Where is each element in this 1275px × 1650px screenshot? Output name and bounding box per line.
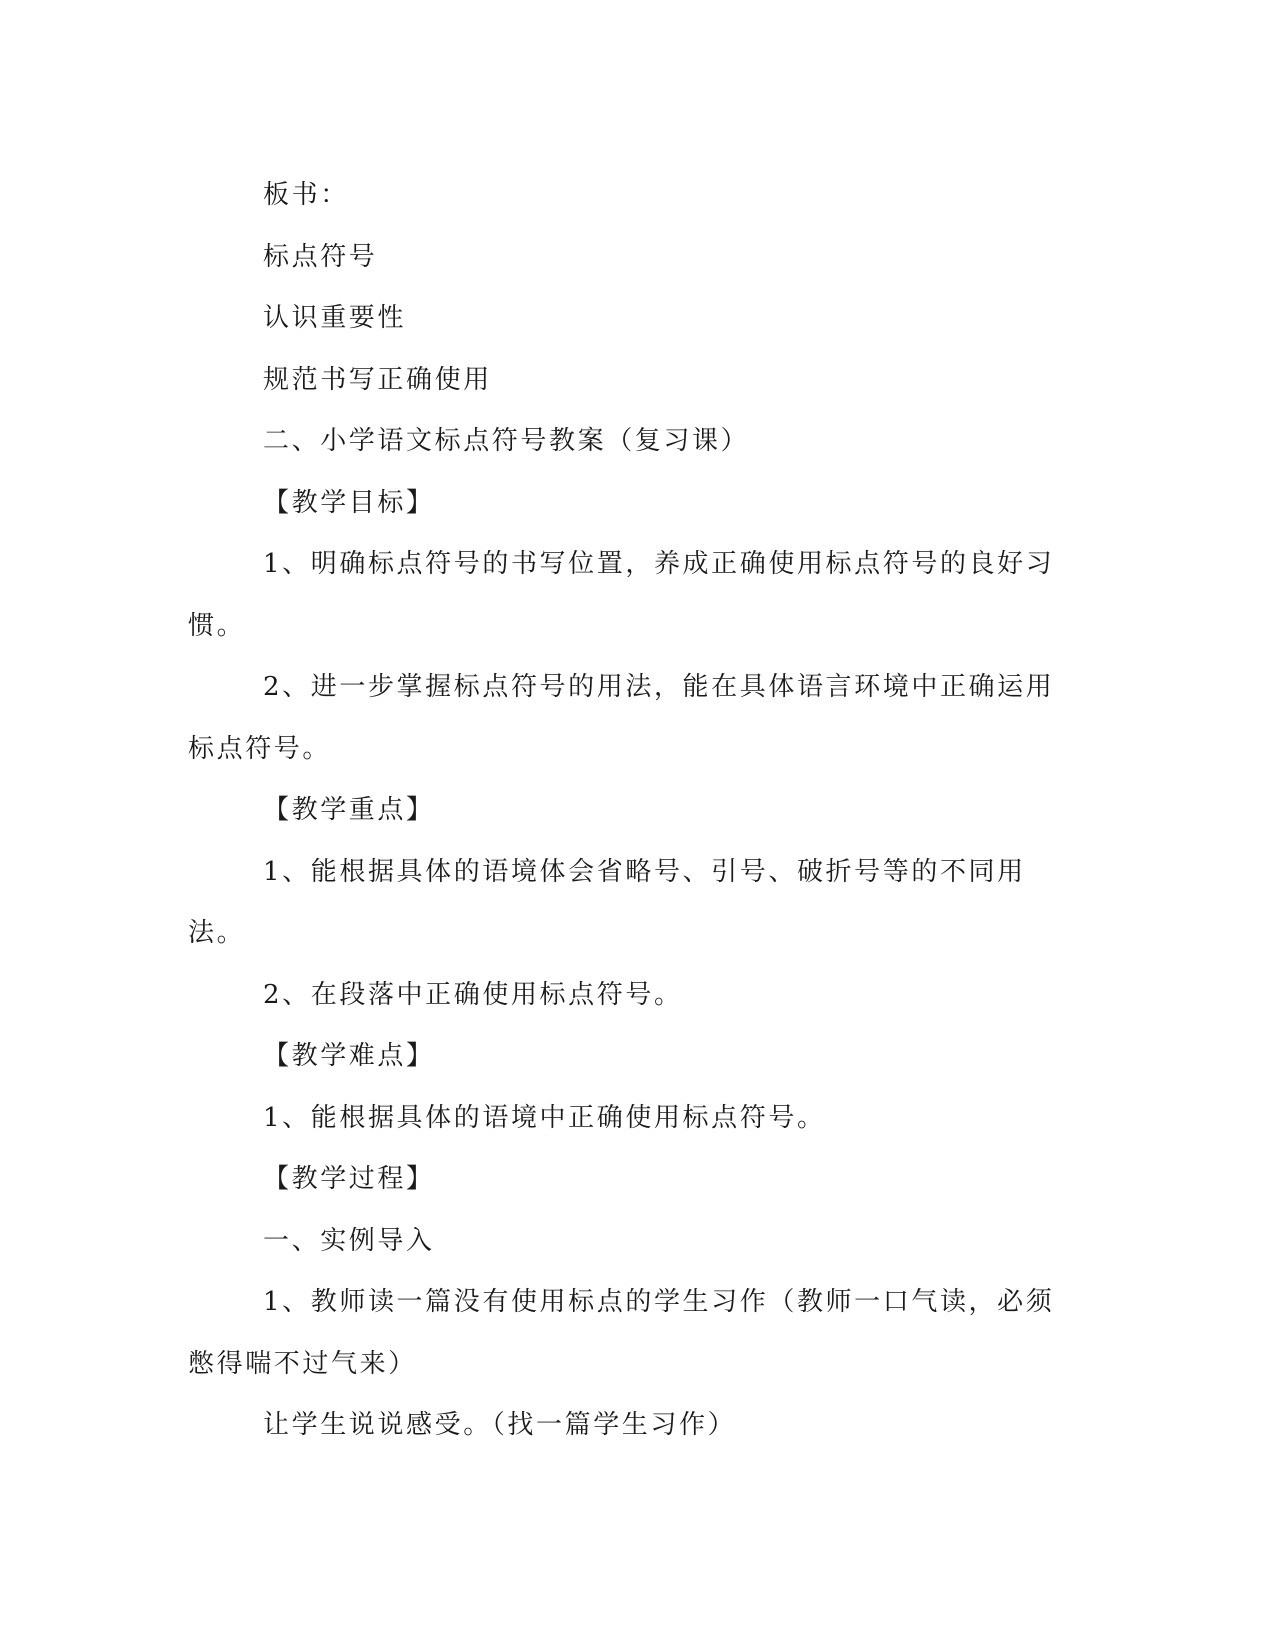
paragraph-board-importance: 认识重要性 <box>263 303 407 333</box>
process-item-1: 1、教师读一篇没有使用标点的学生习作（教师一口气读，必须憋得喘不过气来） <box>188 1287 1055 1379</box>
goal-item-1: 1、明确标点符号的书写位置，养成正确使用标点符号的良好习惯。 <box>188 549 1055 641</box>
heading-teaching-focus: 【教学重点】 <box>263 795 435 825</box>
heading-teaching-difficulty: 【教学难点】 <box>263 1041 435 1071</box>
paragraph-board-usage: 规范书写正确使用 <box>263 364 492 395</box>
paragraph-board-punctuation: 标点符号 <box>263 241 378 272</box>
process-item-feedback: 让学生说说感受。（找一篇学生习作） <box>263 1410 737 1440</box>
difficulty-item-1: 1、能根据具体的语境中正确使用标点符号。 <box>263 1102 826 1133</box>
focus-item-1: 1、能根据具体的语境体会省略号、引号、破折号等的不同用法。 <box>188 856 1026 948</box>
process-step-intro: 一、实例导入 <box>263 1225 435 1256</box>
heading-teaching-goals: 【教学目标】 <box>263 487 435 518</box>
section-heading-lesson-plan: 二、小学语文标点符号教案（复习课） <box>263 426 750 456</box>
focus-item-2: 2、在段落中正确使用标点符号。 <box>263 979 683 1010</box>
paragraph-board-label: 板书： <box>263 180 349 210</box>
goal-item-2: 2、进一步掌握标点符号的用法，能在具体语言环境中正确运用标点符号。 <box>188 672 1055 764</box>
heading-teaching-process: 【教学过程】 <box>263 1164 435 1194</box>
document-body <box>188 165 1060 1457</box>
